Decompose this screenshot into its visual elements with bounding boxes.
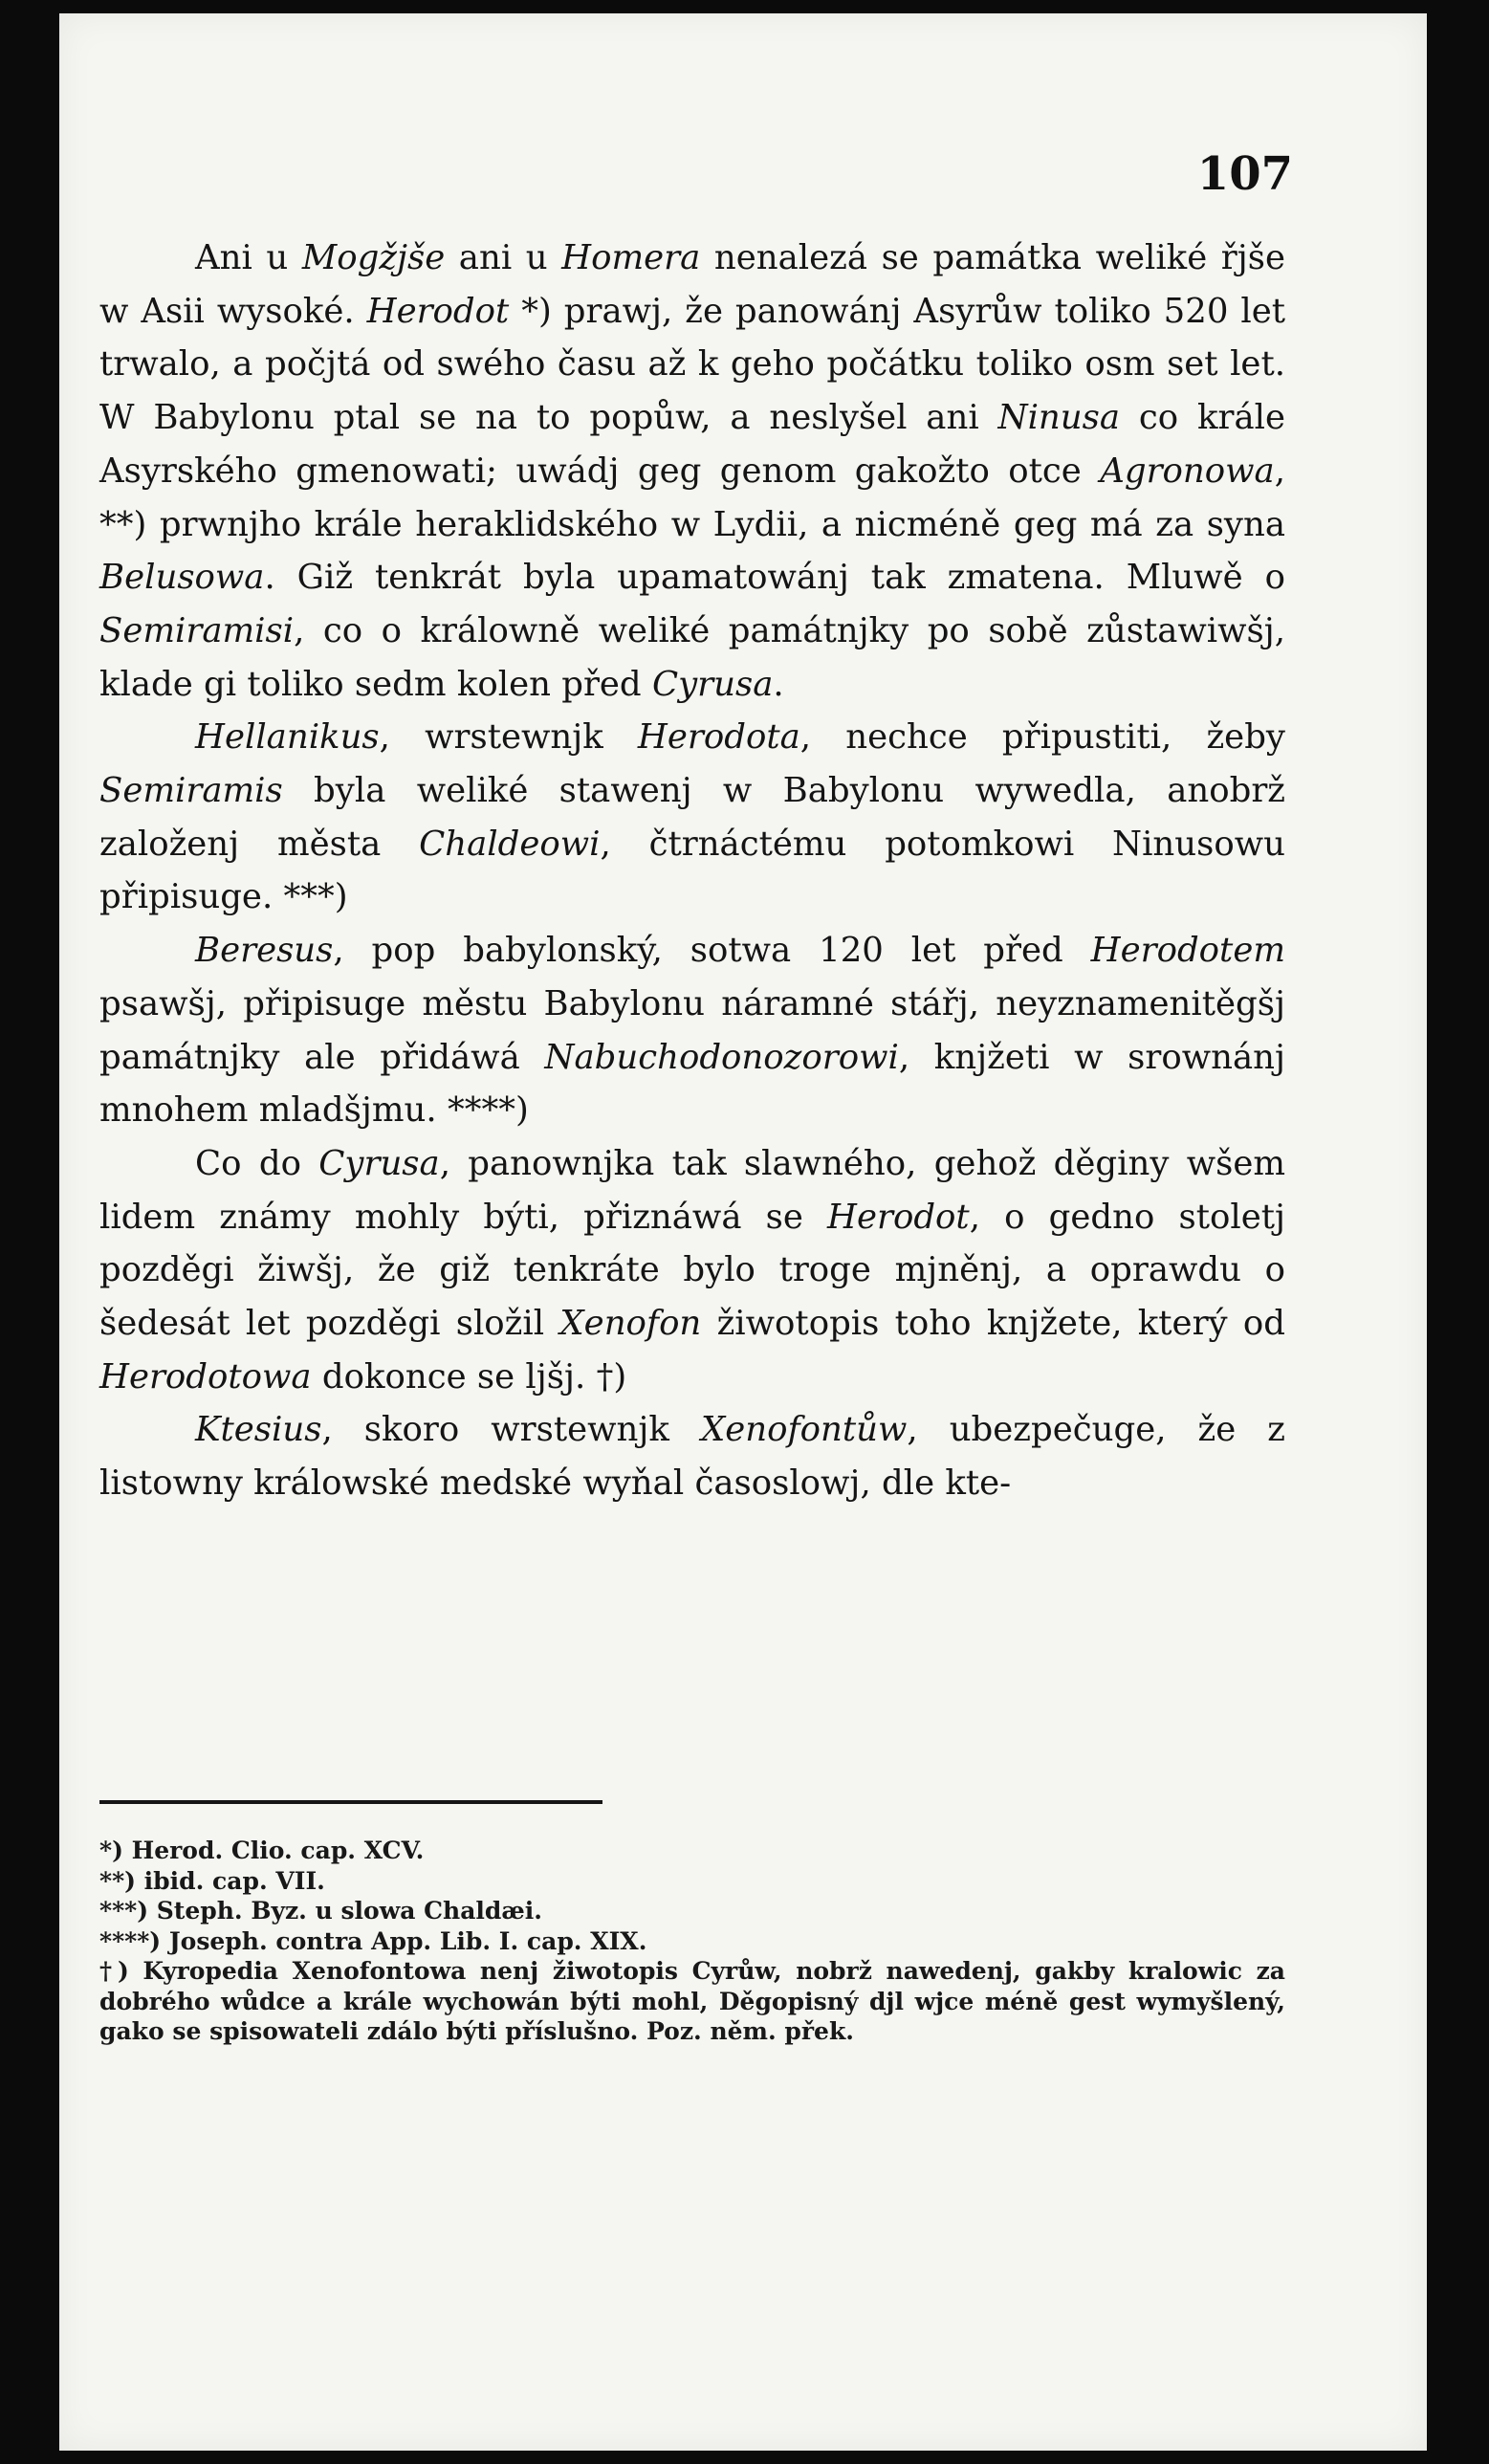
italic-name: Beresus — [195, 931, 334, 971]
main-text — [99, 231, 1285, 1510]
footnote: ****) Joseph. contra App. Lib. I. cap. XIX. — [99, 1926, 647, 1955]
text-run: Co do — [195, 1143, 319, 1183]
italic-name: Cyrusa — [651, 664, 774, 704]
italic-name: Ninusa — [997, 398, 1121, 438]
footnote: †) Kyropedia Xenofontowa nenj žiwotopis Cyrůw, nobrž nawedenj, gakby kralowic za dobrého wůdce a krále wychowán býti mohl, Děgopisný djl wjce méně gest wymyšlený, gako se spisowateli zdálo býti příslušno. Poz. něm. přek. — [99, 1957, 1285, 2045]
text-run: žiwotopis toho knjžete, který od — [701, 1304, 1285, 1344]
text-run: , co o králowně weliké památnjky po sobě zůstawiwšj, klade gi toliko sedm kolen před — [99, 610, 1285, 704]
paragraph — [99, 711, 1285, 924]
text-run: , čtrnáctému potomkowi Ninusowu připisuge. ***) — [99, 824, 1285, 917]
paragraph — [99, 1403, 1285, 1509]
text-run: . Giž tenkrát byla upamatowánj tak zmatena. Mluwě o — [264, 558, 1285, 598]
italic-name: Ktesius — [195, 1410, 322, 1450]
italic-name: Semiramisi — [99, 610, 295, 650]
text-run: ani u — [445, 238, 562, 277]
footnote: **) ibid. cap. VII. — [99, 1866, 325, 1895]
text-run: dokonce se ljšj. †) — [311, 1356, 627, 1397]
footnote: ***) Steph. Byz. u slowa Chaldæi. — [99, 1897, 542, 1925]
footnote-separator — [99, 1800, 602, 1804]
footnote: *) Herod. Clio. cap. XCV. — [99, 1837, 425, 1864]
text-run: Ani u — [195, 238, 302, 277]
text-run: , panownjka tak slawného, gehož děginy wšem lidem známy mohly býti, přiznáwá se — [99, 1143, 1285, 1237]
text-run: co krále Asyrského gmenowati; uwádj geg genom gakožto otce — [99, 398, 1285, 491]
text-run: , o gedno stoletj pozděgi žiwšj, že giž tenkráte bylo troge mjněnj, a oprawdu o šedesát let pozděgi složil — [99, 1197, 1285, 1344]
italic-name: Herodotem — [1090, 931, 1285, 971]
italic-name: Mogžjše — [301, 238, 446, 277]
text-run: , ubezpečuge, že z listowny králowské medské wyňal časoslowj, dle kte- — [99, 1410, 1285, 1504]
text-run: nenalezá se památka weliké řjše w Asii wysoké. — [99, 238, 1285, 331]
page-number: 107 — [1196, 147, 1293, 201]
text-run: , wrstewnjk — [379, 717, 638, 758]
paragraph — [99, 1137, 1285, 1404]
text-run: psawšj, připisuge městu Babylonu náramné stářj, neyznamenitěgšj památnjky ale přidáwá — [99, 983, 1285, 1077]
text-run: , pop babylonský, sotwa 120 let před — [333, 931, 1091, 971]
paragraph — [99, 231, 1285, 711]
text-run: , nechce připustiti, žeby — [799, 717, 1285, 758]
paragraph — [99, 924, 1285, 1137]
italic-name: Xenofon — [559, 1304, 702, 1344]
italic-name: Herodotowa — [99, 1356, 312, 1397]
italic-name: Agronowa — [1100, 451, 1275, 491]
text-run: , knjžeti w srownánj mnohem mladšjmu. ****) — [99, 1037, 1285, 1131]
italic-name: Herodot — [366, 291, 510, 331]
italic-name: Semiramis — [99, 771, 283, 811]
text-run: , **) prwnjho krále heraklidského w Lydii, a nicméně geg má za syna — [99, 451, 1285, 544]
text-run: , skoro wrstewnjk — [321, 1410, 701, 1450]
italic-name: Herodota — [637, 717, 800, 758]
footnotes — [99, 1836, 1285, 2047]
book-page — [59, 13, 1427, 2451]
italic-name: Xenofontůw — [700, 1410, 908, 1450]
italic-name: Nabuchodonozorowi — [544, 1037, 899, 1077]
italic-name: Homera — [561, 238, 701, 277]
text-run: . — [773, 664, 784, 704]
italic-name: Chaldeowi — [419, 824, 601, 864]
text-run: byla weliké stawenj w Babylonu wywedla, anobrž založenj města — [99, 771, 1285, 864]
italic-name: Hellanikus — [195, 717, 380, 758]
italic-name: Belusowa — [99, 558, 265, 598]
italic-name: Cyrusa — [318, 1143, 440, 1183]
italic-name: Herodot — [827, 1197, 970, 1237]
text-run: *) prawj, že panowánj Asyrůw toliko 520 let trwalo, a počjtá od swého času až k geho počátku toliko osm set let. W Babylonu ptal se na to popůw, a neslyšel ani — [99, 291, 1286, 438]
